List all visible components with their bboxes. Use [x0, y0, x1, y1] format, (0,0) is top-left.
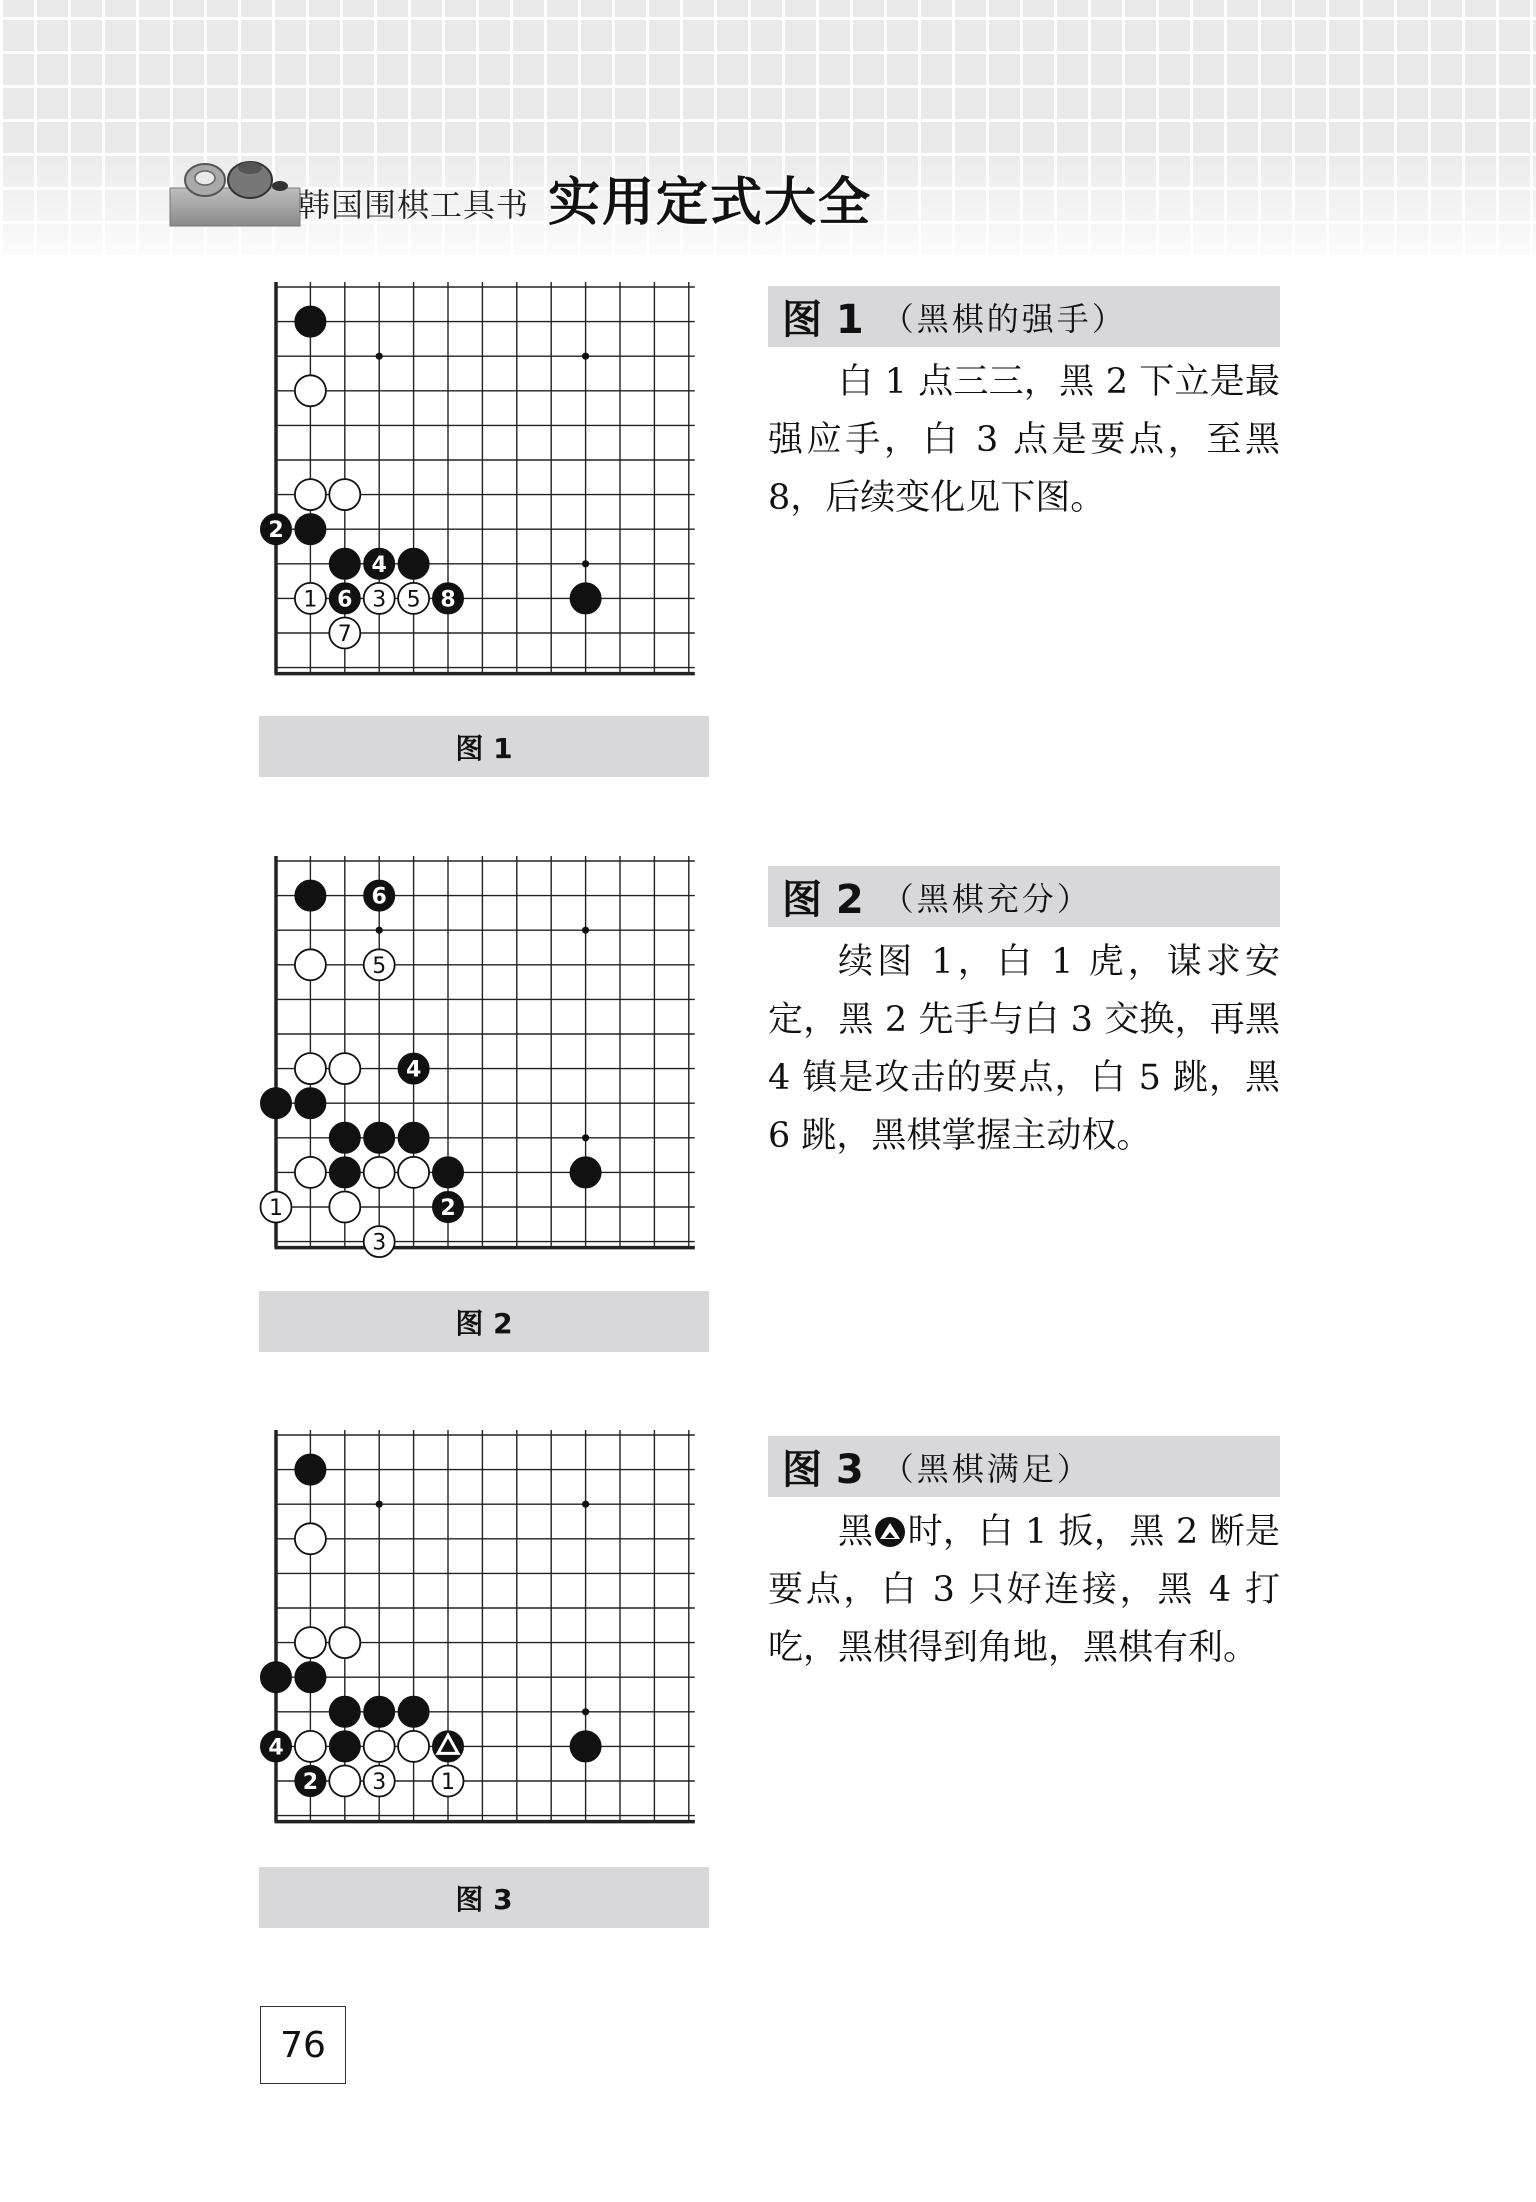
- figure-2-caption: 图 2: [259, 1291, 709, 1352]
- black-stone: [433, 1192, 464, 1223]
- figure-2-text: [768, 866, 1280, 1165]
- white-stone: [364, 1766, 395, 1797]
- white-stone: [364, 1731, 395, 1762]
- black-triangle-stone-icon: [875, 1517, 905, 1547]
- white-stone: [295, 375, 326, 406]
- black-stone: [295, 880, 326, 911]
- star-point: [582, 353, 589, 360]
- black-stone: [295, 306, 326, 337]
- stone-number: 1: [441, 1770, 455, 1795]
- white-stone: [364, 949, 395, 980]
- go-bowls-logo-icon: [170, 150, 300, 226]
- black-stone: [295, 1766, 326, 1797]
- black-stone: [364, 1696, 395, 1727]
- star-point: [582, 927, 589, 934]
- figure-1-heading: [768, 286, 1280, 347]
- white-stone: [398, 1731, 429, 1762]
- page-header: [0, 0, 1536, 258]
- white-stone: [398, 583, 429, 614]
- white-stone: [295, 1731, 326, 1762]
- star-point: [582, 1708, 589, 1715]
- figure-3-body: [768, 1503, 1280, 1677]
- black-stone: [295, 514, 326, 545]
- black-stone: [364, 548, 395, 579]
- black-stone: [433, 1731, 464, 1762]
- black-stone: [329, 1731, 360, 1762]
- white-stone: [261, 1192, 292, 1223]
- black-stone: [364, 880, 395, 911]
- figure-1-heading-number: 图 1: [782, 297, 864, 343]
- black-stone: [433, 1157, 464, 1188]
- white-stone: [329, 1627, 360, 1658]
- figure-1-caption: 图 1: [259, 716, 709, 777]
- stone-number: 6: [371, 884, 387, 910]
- black-stone: [570, 1157, 601, 1188]
- white-stone: [329, 1766, 360, 1797]
- go-board-diagram-2: [270, 856, 710, 1276]
- white-stone: [329, 1192, 360, 1223]
- white-stone: [295, 1627, 326, 1658]
- white-stone: [295, 949, 326, 980]
- black-stone: [295, 1662, 326, 1693]
- figure-3-heading-subtitle: （黑棋满足）: [881, 1449, 1092, 1488]
- stone-number: 4: [268, 1735, 284, 1761]
- go-board-diagram-1: [270, 282, 710, 702]
- figure-3-heading: [768, 1436, 1280, 1497]
- stone-number: 1: [303, 587, 318, 613]
- figure-1-text: [768, 286, 1280, 527]
- stone-number: 4: [405, 1057, 422, 1083]
- white-stone: [398, 1157, 429, 1188]
- white-stone: [295, 1523, 326, 1554]
- black-stone: [364, 1122, 395, 1153]
- black-stone: [398, 1696, 429, 1727]
- stone-number: 5: [372, 953, 387, 979]
- figure-3-caption: 图 3: [259, 1867, 709, 1928]
- star-point: [582, 1501, 589, 1508]
- book-title: 实用定式大全: [548, 172, 873, 233]
- white-stone: [364, 1157, 395, 1188]
- star-point: [582, 1134, 589, 1141]
- black-stone: [261, 1662, 292, 1693]
- black-stone: [261, 1088, 292, 1119]
- page-number: 76: [260, 2006, 346, 2084]
- figure-2-heading: [768, 866, 1280, 927]
- go-board-diagram-3: [270, 1430, 710, 1850]
- figure-2-body: 续图 1，白 1 虎，谋求安定，黑 2 先手与白 3 交换，再黑 4 镇是攻击的要点，白 5 跳，黑 6 跳，黑棋掌握主动权。: [768, 942, 1280, 1156]
- black-stone: [329, 548, 360, 579]
- black-stone: [261, 514, 292, 545]
- white-stone: [364, 583, 395, 614]
- white-stone: [433, 1766, 464, 1797]
- black-stone: [295, 1454, 326, 1485]
- black-stone: [398, 1122, 429, 1153]
- white-stone: [295, 583, 326, 614]
- figure-2-heading-number: 图 2: [782, 877, 864, 923]
- star-point: [582, 560, 589, 567]
- figure-3-body-rest: 时，白 1 扳，黑 2 断是要点，白 3 只好连接，黑 4 打吃，黑棋得到角地，黑棋有利。: [768, 1512, 1280, 1668]
- white-stone: [329, 479, 360, 510]
- white-stone: [364, 1226, 395, 1257]
- white-stone: [329, 618, 360, 649]
- stone-number: 3: [372, 1230, 387, 1256]
- black-stone: [570, 583, 601, 614]
- stone-number: 4: [371, 552, 387, 578]
- white-stone: [295, 1157, 326, 1188]
- figure-3-body-start: 黑: [838, 1512, 874, 1552]
- figure-3-text: [768, 1436, 1280, 1677]
- stone-number: 2: [440, 1196, 456, 1221]
- stone-number: 8: [440, 587, 456, 613]
- black-stone: [398, 1053, 429, 1084]
- stone-number: 3: [372, 1770, 387, 1795]
- stone-number: 6: [337, 587, 353, 613]
- stone-number: 2: [268, 518, 284, 544]
- figure-3-heading-number: 图 3: [782, 1447, 864, 1493]
- stone-number: 1: [269, 1196, 283, 1221]
- figure-1-heading-subtitle: （黑棋的强手）: [881, 299, 1127, 338]
- stone-number: 5: [406, 587, 421, 613]
- black-stone: [398, 548, 429, 579]
- black-stone: [329, 583, 360, 614]
- white-stone: [329, 1053, 360, 1084]
- black-stone: [329, 1122, 360, 1153]
- black-stone: [329, 1696, 360, 1727]
- white-stone: [295, 1053, 326, 1084]
- black-stone: [261, 1731, 292, 1762]
- stone-number: 3: [372, 587, 387, 613]
- white-stone: [295, 479, 326, 510]
- stone-number: 2: [302, 1770, 319, 1795]
- figure-1-body: 白 1 点三三，黑 2 下立是最强应手，白 3 点是要点，至黑 8，后续变化见下图。: [768, 362, 1280, 518]
- black-stone: [329, 1157, 360, 1188]
- figure-2-heading-subtitle: （黑棋充分）: [881, 879, 1092, 918]
- black-stone: [570, 1731, 601, 1762]
- stone-number: 7: [337, 622, 352, 647]
- star-point: [376, 353, 383, 360]
- black-stone: [433, 583, 464, 614]
- star-point: [376, 1501, 383, 1508]
- series-title: 韩国围棋工具书: [298, 186, 530, 224]
- star-point: [376, 927, 383, 934]
- black-stone: [295, 1088, 326, 1119]
